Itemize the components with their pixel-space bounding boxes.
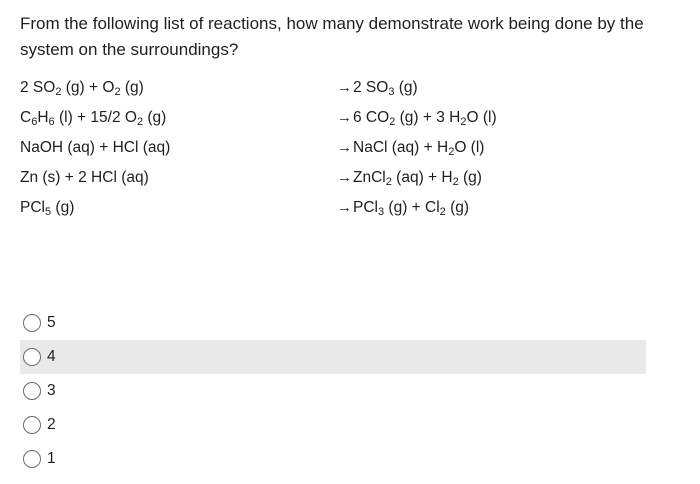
reaction-list (20, 76, 640, 226)
answer-option[interactable] (20, 374, 646, 408)
reaction-row (20, 166, 640, 196)
reactant-side: 2 $SO_2$ $(g) + O_2$ (g) (20, 79, 144, 98)
option-label: 1 (47, 450, 56, 467)
radio-button-icon[interactable] (23, 314, 41, 332)
reaction-row (20, 196, 640, 226)
answer-option[interactable] (20, 340, 646, 374)
reaction-row (20, 76, 640, 106)
reactant-side: $C_6H_6$ (l) + 15/2 $O_2$ (g) (20, 109, 167, 128)
reaction-arrow-icon: → (337, 169, 352, 186)
radio-button-icon[interactable] (23, 382, 41, 400)
reaction-arrow-icon: → (337, 79, 352, 96)
product-side: →NaCl $(aq) + H_2O$ (l) (337, 136, 484, 160)
reaction-arrow-icon: → (337, 139, 352, 156)
radio-button-icon[interactable] (23, 450, 41, 468)
option-label: 3 (47, 382, 56, 399)
question-text: From the following list of reactions, how many demonstrate work being done by the system on the surroundings? (20, 14, 644, 59)
radio-button-icon[interactable] (23, 416, 41, 434)
reaction-arrow-icon: → (337, 199, 352, 216)
product-side: →6 $CO_2$ (g) + 3 $H_2O$ (l) (337, 106, 497, 130)
reactant-side: Zn (s) + 2 HCl (aq) (20, 169, 149, 186)
answer-option[interactable] (20, 408, 646, 442)
reaction-arrow-icon: → (337, 109, 352, 126)
answer-option[interactable] (20, 306, 646, 340)
option-label: 2 (47, 416, 56, 433)
reaction-row (20, 136, 640, 166)
reaction-row (20, 106, 640, 136)
product-side: →PCl$_3$ $(g) + Cl_2$ (g) (337, 196, 469, 220)
option-label: 5 (47, 314, 56, 331)
reactant-side: NaOH (aq) + HCl (aq) (20, 139, 171, 156)
option-label: 4 (47, 348, 56, 365)
reactant-side: PCl$_5$ (g) (20, 199, 75, 218)
answer-options (20, 306, 646, 476)
radio-button-icon[interactable] (23, 348, 41, 366)
answer-option[interactable] (20, 442, 646, 476)
product-side: →ZnCl$_2$ $(aq) + H_2$ (g) (337, 166, 482, 190)
product-side: →2 $SO_3$ (g) (337, 76, 418, 100)
